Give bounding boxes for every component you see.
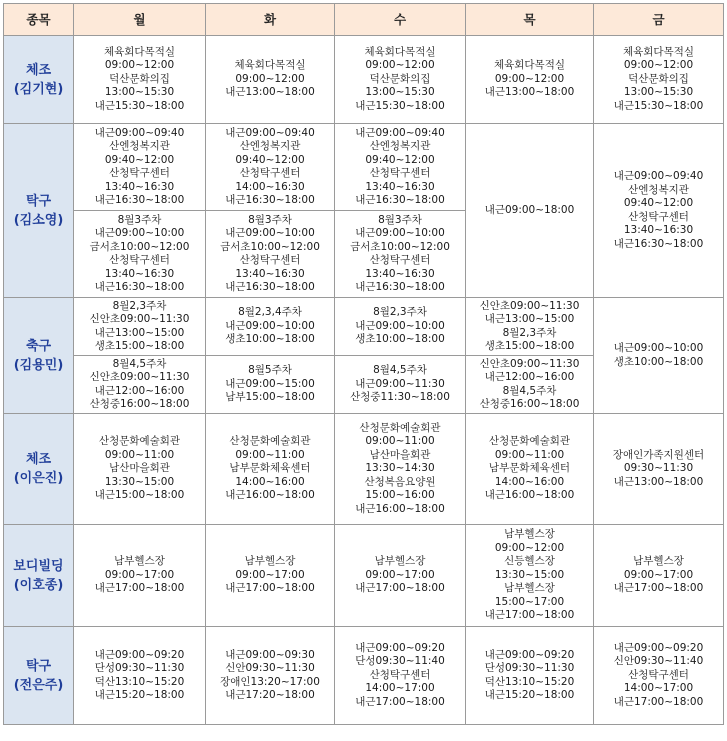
schedule-line: 산청탁구센터	[109, 167, 170, 179]
schedule-line: 산엔청복지관	[239, 140, 301, 152]
schedule-line: 내근17:00~18:00	[484, 609, 575, 622]
schedule-line: 내근15:00~18:00	[94, 489, 185, 502]
schedule-line: 내근09:00~09:20	[613, 641, 704, 654]
sport-name: 체조	[25, 452, 52, 467]
coach-name: (김용민)	[13, 357, 64, 373]
sport-cell	[4, 124, 74, 298]
schedule-line: 내근16:30~18:00	[225, 281, 315, 293]
schedule-line: 09:30~11:30	[623, 462, 694, 475]
schedule-line: 내근17:00~18:00	[355, 695, 445, 708]
schedule-line: 09:00~12:00	[494, 541, 565, 554]
schedule-cell	[206, 211, 335, 298]
schedule-line: 남부헬스장	[114, 555, 165, 568]
schedule-cell	[466, 124, 594, 298]
schedule-line: 장애인가족지원센터	[612, 448, 705, 461]
schedule-table	[3, 3, 724, 725]
schedule-line: 내근09:00~10:00	[94, 227, 185, 239]
sport-cell	[4, 525, 74, 627]
schedule-line: 체육회다목적실	[493, 59, 565, 72]
schedule-cell	[335, 414, 466, 525]
schedule-line: 내근17:00~18:00	[613, 695, 704, 708]
schedule-line: 13:40~16:30	[623, 224, 694, 236]
schedule-line: 09:00~17:00	[623, 568, 694, 581]
schedule-line: 15:00~17:00	[494, 595, 565, 608]
schedule-line: 13:00~15:30	[365, 86, 435, 99]
schedule-line: 체육회다목적실	[364, 45, 436, 58]
schedule-line: 09:00~11:00	[104, 448, 175, 461]
schedule-cell	[594, 414, 724, 525]
schedule-line: 내근15:20~18:00	[94, 689, 185, 701]
schedule-line: 09:40~12:00	[235, 153, 305, 166]
schedule-line: 내근13:00~18:00	[613, 475, 704, 488]
schedule-line: 13:40~16:30	[365, 267, 435, 280]
schedule-line: 산청문화예술회관	[229, 435, 311, 448]
schedule-line: 체육회다목적실	[103, 45, 175, 58]
schedule-line: 내근09:00~10:00	[225, 319, 315, 332]
schedule-line: 남부문화체육센터	[229, 462, 311, 475]
schedule-line: 내근16:00~18:00	[225, 489, 315, 502]
schedule-line: 내근15:30~18:00	[613, 99, 704, 112]
schedule-line: 금서초10:00~12:00	[220, 240, 320, 253]
sport-cell	[4, 414, 74, 525]
schedule-line: 내근09:00~09:40	[355, 126, 445, 139]
schedule-cell	[466, 298, 594, 356]
schedule-line: 내근13:00~15:00	[94, 326, 185, 339]
schedule-line: 신안09:30~11:30	[225, 662, 315, 674]
coach-name: (이호종)	[13, 577, 64, 593]
schedule-line: 09:40~12:00	[365, 153, 435, 166]
schedule-line: 산청문화예술회관	[98, 435, 181, 448]
schedule-cell	[335, 298, 466, 356]
schedule-cell	[594, 298, 724, 414]
header-row	[4, 4, 724, 36]
sport-cell	[4, 627, 74, 725]
schedule-line: 내근15:30~18:00	[355, 99, 445, 112]
schedule-line: 내근15:30~18:00	[94, 99, 185, 112]
schedule-line: 09:00~11:00	[494, 448, 565, 461]
schedule-line: 내근13:00~18:00	[225, 86, 315, 99]
sport-name: 보디빌딩	[13, 558, 64, 574]
schedule-line: 덕산문화의집	[109, 72, 170, 85]
schedule-line: 8월4,5주차	[502, 384, 557, 397]
sport-name: 탁구	[25, 193, 52, 209]
schedule-line: 남부헬스장	[244, 555, 296, 568]
schedule-line: 단성09:30~11:40	[355, 655, 445, 668]
schedule-line: 생초15:00~18:00	[94, 340, 185, 352]
schedule-line: 13:40~16:30	[235, 267, 305, 280]
schedule-line: 내근09:00~10:00	[355, 319, 445, 332]
schedule-cell	[74, 36, 206, 124]
schedule-line: 체육회다목적실	[234, 59, 306, 72]
schedule-line: 체육회다목적실	[622, 45, 694, 58]
schedule-line: 15:00~16:00	[365, 489, 435, 502]
table-row	[4, 36, 724, 124]
schedule-cell	[206, 414, 335, 525]
schedule-cell	[206, 525, 335, 627]
schedule-line: 신안09:30~11:40	[613, 655, 704, 668]
schedule-line: 산청중11:30~18:00	[350, 391, 450, 404]
schedule-line: 신안초09:00~11:30	[479, 357, 580, 370]
schedule-line: 13:30~14:30	[365, 462, 435, 475]
schedule-cell	[74, 627, 206, 725]
schedule-cell	[335, 356, 466, 414]
schedule-cell	[206, 124, 335, 211]
schedule-cell	[74, 525, 206, 627]
schedule-line: 남부문화체육센터	[488, 462, 571, 475]
schedule-line: 내근12:00~16:00	[94, 384, 185, 397]
sport-cell	[4, 298, 74, 414]
schedule-line: 단성09:30~11:30	[94, 662, 185, 674]
schedule-line: 내근17:20~18:00	[225, 689, 315, 701]
schedule-cell	[206, 627, 335, 725]
schedule-cell	[594, 124, 724, 298]
schedule-line: 산엔청복지관	[109, 140, 170, 152]
schedule-cell	[594, 627, 724, 725]
schedule-cell	[466, 525, 594, 627]
header-day-wed: 수	[335, 4, 466, 36]
schedule-cell	[74, 356, 206, 414]
schedule-cell	[206, 356, 335, 414]
schedule-line: 8월3주차	[378, 213, 422, 226]
sport-name: 탁구	[25, 658, 52, 674]
schedule-line: 내근13:00~15:00	[484, 313, 575, 325]
schedule-line: 09:00~17:00	[104, 568, 175, 581]
schedule-line: 생초10:00~18:00	[613, 355, 704, 368]
schedule-line: 산청탁구센터	[369, 167, 431, 179]
schedule-cell	[594, 36, 724, 124]
schedule-cell	[594, 525, 724, 627]
schedule-line: 단성09:30~11:30	[484, 662, 575, 674]
schedule-line: 내근17:00~18:00	[613, 582, 704, 595]
schedule-line: 내근09:00~09:40	[94, 126, 185, 139]
schedule-cell	[335, 211, 466, 298]
schedule-line: 14:00~17:00	[623, 682, 694, 695]
table-row	[4, 627, 724, 725]
schedule-line: 산청중16:00~18:00	[479, 398, 580, 410]
schedule-line: 8월2,3주차	[502, 326, 557, 339]
schedule-line: 내근09:00~10:00	[613, 342, 704, 354]
schedule-line: 14:00~16:00	[235, 475, 305, 488]
schedule-line: 09:00~12:00	[494, 72, 565, 85]
schedule-line: 덕산13:10~15:20	[94, 675, 185, 688]
schedule-line: 8월2,3주차	[373, 306, 427, 319]
schedule-line: 내근09:00~09:20	[484, 648, 575, 661]
schedule-line: 내근17:00~18:00	[94, 582, 185, 595]
sport-name: 축구	[25, 338, 52, 354]
schedule-sheet	[3, 3, 724, 725]
schedule-line: 생초10:00~18:00	[225, 333, 315, 346]
schedule-cell	[74, 211, 206, 298]
schedule-line: 14:00~16:30	[235, 180, 305, 193]
schedule-line: 09:40~12:00	[104, 153, 175, 166]
header-day-fri: 금	[594, 4, 724, 36]
schedule-line: 신안초09:00~11:30	[89, 371, 190, 383]
schedule-line: 내근09:00~09:40	[225, 126, 315, 139]
header-day-tue: 화	[206, 4, 335, 36]
schedule-cell	[466, 627, 594, 725]
schedule-line: 내근16:30~18:00	[225, 194, 315, 206]
schedule-line: 남부15:00~18:00	[225, 391, 315, 404]
schedule-cell	[74, 298, 206, 356]
schedule-line: 8월4,5주차	[373, 364, 427, 377]
schedule-line: 내근09:00~09:30	[225, 648, 315, 661]
coach-name: (전은주)	[13, 677, 64, 693]
schedule-line: 생초10:00~18:00	[355, 333, 445, 346]
schedule-line: 내근09:00~11:30	[355, 377, 445, 390]
schedule-line: 산청탁구센터	[628, 210, 689, 223]
schedule-cell	[74, 414, 206, 525]
schedule-line: 산청문화예술회관	[359, 421, 441, 434]
schedule-line: 13:40~16:30	[365, 180, 435, 193]
header-day-mon: 월	[74, 4, 206, 36]
schedule-line: 산엔청복지관	[369, 140, 431, 152]
schedule-line: 산청탁구센터	[239, 167, 301, 179]
schedule-line: 내근09:00~15:00	[225, 377, 315, 390]
schedule-line: 남부헬스장	[504, 528, 555, 541]
schedule-line: 8월2,3주차	[112, 299, 167, 312]
schedule-line: 09:00~17:00	[235, 568, 305, 581]
schedule-line: 덕산문화의집	[369, 72, 431, 85]
schedule-line: 산청탁구센터	[628, 668, 689, 681]
schedule-line: 내근16:30~18:00	[94, 281, 185, 293]
table-row	[4, 414, 724, 525]
coach-name: (김기현)	[13, 81, 64, 97]
schedule-line: 8월3주차	[248, 213, 292, 226]
schedule-line: 산청중16:00~18:00	[89, 398, 190, 410]
schedule-line: 13:40~16:30	[104, 267, 175, 280]
schedule-line: 신등헬스장	[504, 555, 555, 568]
schedule-cell	[206, 36, 335, 124]
schedule-line: 내근16:00~18:00	[484, 489, 575, 502]
schedule-line: 남산마을회관	[369, 448, 431, 461]
schedule-line: 덕산13:10~15:20	[484, 675, 575, 688]
schedule-cell	[466, 36, 594, 124]
schedule-line: 13:00~15:30	[104, 86, 175, 99]
schedule-line: 13:40~16:30	[104, 180, 175, 193]
schedule-line: 생초15:00~18:00	[484, 340, 575, 352]
schedule-line: 내근16:30~18:00	[94, 194, 185, 206]
schedule-line: 내근12:00~16:00	[484, 371, 575, 383]
schedule-line: 13:00~15:30	[623, 86, 694, 99]
schedule-line: 산청복음요양원	[364, 475, 436, 488]
schedule-line: 13:30~15:00	[494, 568, 565, 581]
coach-name: (이은진)	[13, 471, 64, 486]
header-day-thu: 목	[466, 4, 594, 36]
schedule-cell	[206, 298, 335, 356]
schedule-line: 산청탁구센터	[109, 254, 170, 266]
header-category: 종목	[4, 4, 74, 36]
schedule-line: 내근09:00~18:00	[484, 203, 575, 216]
schedule-line: 8월5주차	[248, 364, 292, 377]
schedule-line: 09:40~12:00	[623, 197, 694, 209]
schedule-line: 내근16:30~18:00	[355, 194, 445, 206]
schedule-line: 09:00~11:00	[365, 435, 435, 448]
schedule-line: 남부헬스장	[374, 555, 426, 568]
coach-name: (김소영)	[13, 212, 64, 228]
schedule-line: 산청탁구센터	[369, 254, 431, 266]
schedule-line: 09:00~17:00	[365, 568, 435, 581]
schedule-line: 09:00~12:00	[235, 72, 305, 85]
schedule-line: 장애인13:20~17:00	[220, 675, 320, 688]
schedule-line: 8월4,5주차	[112, 357, 167, 370]
sport-cell	[4, 36, 74, 124]
schedule-line: 14:00~16:00	[494, 475, 565, 488]
schedule-line: 09:00~12:00	[365, 59, 435, 72]
schedule-line: 덕산문화의집	[628, 72, 689, 85]
schedule-line: 신안초09:00~11:30	[89, 313, 190, 325]
table-row	[4, 298, 724, 356]
schedule-line: 내근09:00~10:00	[355, 227, 445, 239]
schedule-line: 산엔청복지관	[628, 183, 689, 196]
schedule-line: 14:00~17:00	[365, 682, 435, 695]
schedule-line: 8월2,3,4주차	[238, 306, 302, 319]
schedule-line: 산청탁구센터	[369, 668, 431, 681]
schedule-line: 내근09:00~09:20	[94, 648, 185, 661]
schedule-line: 금서초10:00~12:00	[350, 240, 450, 253]
schedule-line: 내근13:00~18:00	[484, 86, 575, 99]
schedule-line: 내근17:00~18:00	[225, 582, 315, 595]
schedule-cell	[335, 627, 466, 725]
schedule-line: 내근09:00~09:40	[613, 170, 704, 182]
schedule-line: 산청문화예술회관	[488, 435, 571, 448]
table-row	[4, 525, 724, 627]
schedule-line: 내근16:30~18:00	[355, 281, 445, 293]
schedule-cell	[335, 124, 466, 211]
schedule-line: 09:00~11:00	[235, 448, 305, 461]
schedule-line: 09:00~12:00	[104, 59, 175, 72]
schedule-line: 8월3주차	[117, 213, 162, 226]
schedule-line: 내근16:00~18:00	[355, 502, 445, 515]
schedule-line: 13:30~15:00	[104, 475, 175, 488]
schedule-line: 남산마을회관	[109, 462, 170, 475]
schedule-cell	[466, 356, 594, 414]
sport-name: 체조	[25, 62, 52, 78]
schedule-line: 09:00~12:00	[623, 59, 694, 72]
schedule-line: 내근15:20~18:00	[484, 689, 575, 701]
schedule-cell	[466, 414, 594, 525]
schedule-line: 남부헬스장	[633, 555, 684, 568]
schedule-line: 내근09:00~09:20	[355, 641, 445, 654]
schedule-cell	[335, 36, 466, 124]
schedule-cell	[335, 525, 466, 627]
schedule-cell	[74, 124, 206, 211]
schedule-line: 내근16:30~18:00	[613, 237, 704, 250]
schedule-line: 금서초10:00~12:00	[89, 240, 190, 253]
schedule-line: 산청탁구센터	[239, 254, 301, 266]
schedule-line: 신안초09:00~11:30	[479, 299, 580, 312]
schedule-line: 내근09:00~10:00	[225, 227, 315, 239]
schedule-line: 남부헬스장	[504, 582, 555, 595]
table-row	[4, 124, 724, 211]
schedule-line: 내근17:00~18:00	[355, 582, 445, 595]
